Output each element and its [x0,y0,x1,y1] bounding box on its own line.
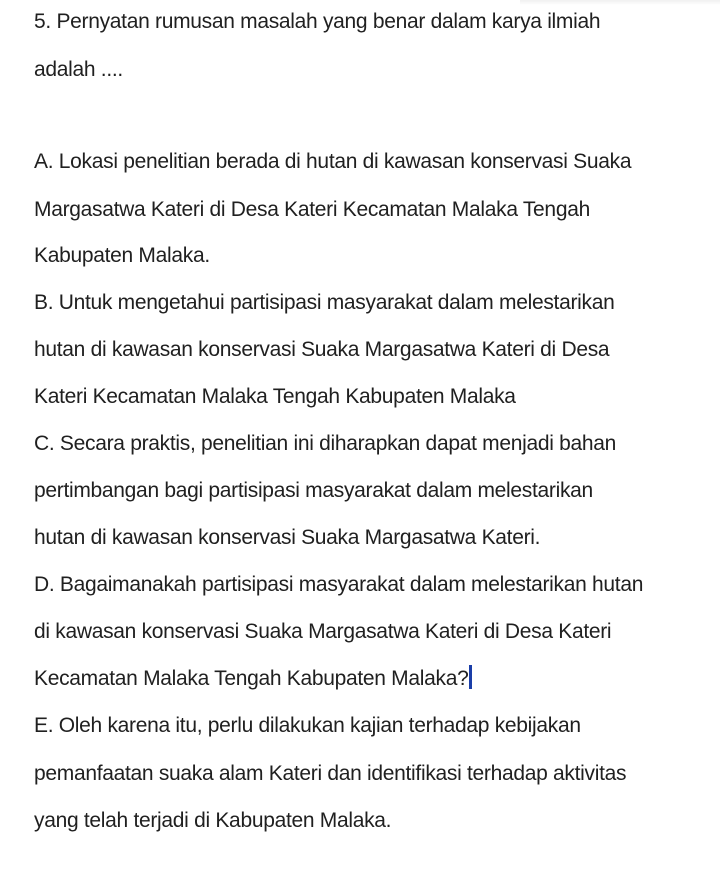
option-d-line-3: Kecamatan Malaka Tengah Kabupaten Malaka? [34,667,469,690]
option-b-line-2: hutan di kawasan konservasi Suaka Margasatwa Kateri di Desa [34,338,610,361]
option-d-line-3-wrap [34,665,472,693]
option-e-line-3: yang telah terjadi di Kabupaten Malaka. [34,809,392,832]
option-e-line-1: E. Oleh karena itu, perlu dilakukan kajian terhadap kebijakan [34,714,581,737]
option-d-line-2: di kawasan konservasi Suaka Margasatwa Kateri di Desa Kateri [34,620,612,643]
option-b-line-1: B. Untuk mengetahui partisipasi masyarakat dalam melestarikan [34,291,615,314]
top-edge-shadow [520,0,720,5]
option-c-line-3: hutan di kawasan konservasi Suaka Margasatwa Kateri. [34,526,541,549]
option-e-line-2: pemanfaatan suaka alam Kateri dan identifikasi terhadap aktivitas [34,762,627,785]
option-a-line-2: Margasatwa Kateri di Desa Kateri Kecamatan Malaka Tengah [34,198,590,221]
option-d-line-1: D. Bagaimanakah partisipasi masyarakat dalam melestarikan hutan [34,573,644,596]
option-b-line-3: Kateri Kecamatan Malaka Tengah Kabupaten Malaka [34,385,516,408]
question-text-line-1: 5. Pernyatan rumusan masalah yang benar dalam karya ilmiah [34,10,601,33]
option-c-line-1: C. Secara praktis, penelitian ini diharapkan dapat menjadi bahan [34,432,617,455]
question-text-line-2: adalah .... [34,58,123,81]
option-a-line-1: A. Lokasi penelitian berada di hutan di kawasan konservasi Suaka [34,150,632,173]
text-cursor [469,665,472,689]
option-a-line-3: Kabupaten Malaka. [34,244,210,267]
option-c-line-2: pertimbangan bagi partisipasi masyarakat dalam melestarikan [34,479,593,502]
